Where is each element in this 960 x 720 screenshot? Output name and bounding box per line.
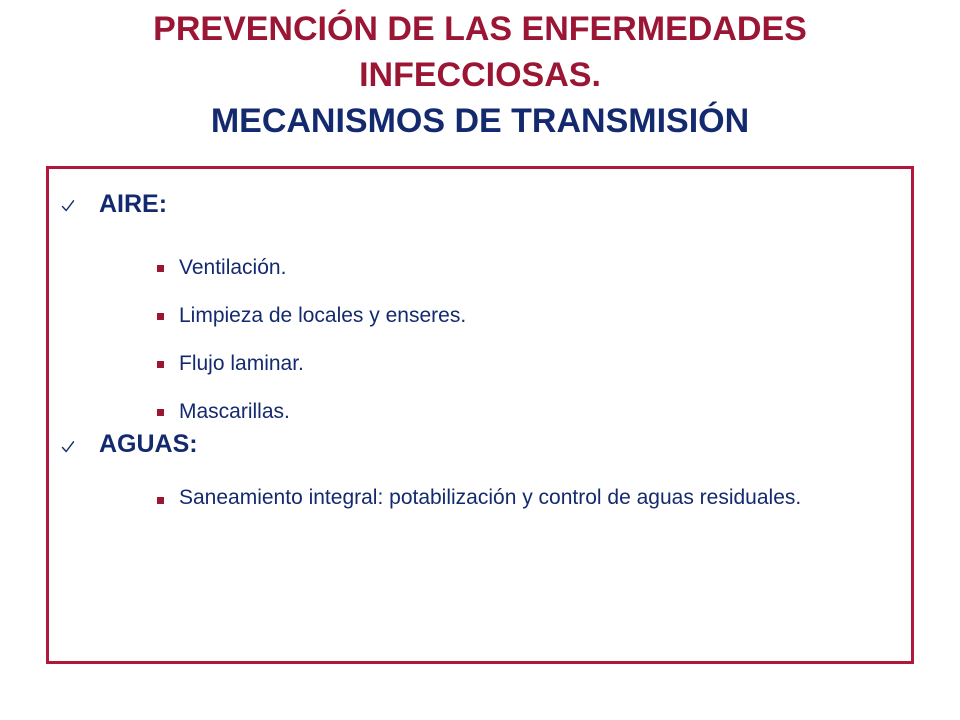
section-heading: AGUAS: — [99, 430, 198, 458]
square-bullet-icon — [157, 409, 164, 416]
list-item-text: Limpieza de locales y enseres. — [179, 304, 467, 327]
check-icon — [61, 199, 75, 213]
list-item-text: Saneamiento integral: potabilización y control de aguas residuales. — [179, 486, 802, 509]
slide-title — [0, 6, 960, 144]
check-icon — [61, 440, 75, 454]
square-bullet-icon — [157, 265, 164, 272]
list-item-text: Mascarillas. — [179, 400, 290, 423]
title-line-1: PREVENCIÓN DE LAS ENFERMEDADES — [153, 10, 807, 48]
section-heading: AIRE: — [99, 190, 168, 218]
title-line-2: INFECCIOSAS. — [359, 56, 601, 94]
title-line-3: MECANISMOS DE TRANSMISIÓN — [210, 102, 750, 140]
square-bullet-icon — [157, 497, 164, 504]
square-bullet-icon — [157, 313, 164, 320]
list-item-text: Flujo laminar. — [179, 352, 304, 375]
list-item-text: Ventilación. — [179, 256, 287, 279]
square-bullet-icon — [157, 361, 164, 368]
content-box — [46, 166, 914, 664]
